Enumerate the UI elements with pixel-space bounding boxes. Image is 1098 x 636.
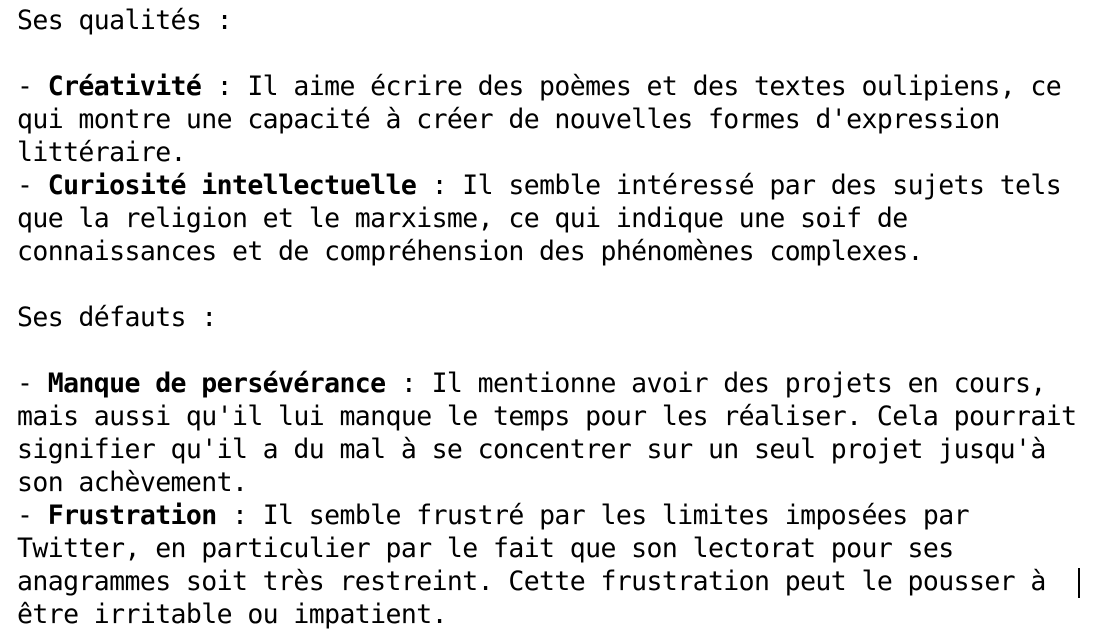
list-item-perseverance — [17, 367, 1095, 400]
item-text: : Il mentionne avoir des projets en cours, — [385, 368, 1046, 399]
item-text-line: son achèvement. — [17, 467, 248, 498]
item-term: Curiosité intellectuelle — [47, 170, 417, 201]
blank-line — [17, 268, 1095, 301]
blank-line — [17, 37, 1095, 70]
item-text-line: anagrammes soit très restreint. Cette frustration peut le pousser à — [17, 566, 1046, 597]
blank-line — [17, 334, 1095, 367]
item-term: Manque de persévérance — [47, 368, 386, 399]
item-text-line: être irritable ou impatient. — [17, 599, 447, 630]
bullet-dash: - — [17, 71, 48, 102]
list-item-frustration — [17, 499, 1095, 532]
item-text: : Il semble intéressé par des sujets tels — [416, 170, 1062, 201]
document-body — [17, 4, 1095, 631]
bullet-dash: - — [17, 368, 48, 399]
item-text-line: littéraire. — [17, 137, 186, 168]
bullet-dash: - — [17, 500, 48, 531]
bullet-dash: - — [17, 170, 48, 201]
item-text-line: connaissances et de compréhension des phénomènes complexes. — [17, 236, 923, 267]
item-text-line: Twitter, en particulier par le fait que son lectorat pour ses — [17, 533, 954, 564]
item-text: : Il semble frustré par les limites imposées par — [216, 500, 969, 531]
text-cursor — [1078, 568, 1080, 598]
item-text: : Il aime écrire des poèmes et des textes oulipiens, ce — [201, 71, 1062, 102]
list-item-curiosity — [17, 169, 1095, 202]
item-text-line: mais aussi qu'il lui manque le temps pour les réaliser. Cela pourrait — [17, 401, 1077, 432]
item-text-line: que la religion et le marxisme, ce qui indique une soif de — [17, 203, 908, 234]
section-heading-flaws: Ses défauts : — [17, 302, 217, 333]
section-heading-qualities: Ses qualités : — [17, 5, 232, 36]
item-term: Frustration — [47, 500, 217, 531]
item-text-line: qui montre une capacité à créer de nouvelles formes d'expression — [17, 104, 1000, 135]
list-item-creativity — [17, 70, 1095, 103]
item-text-line: signifier qu'il a du mal à se concentrer sur un seul projet jusqu'à — [17, 434, 1046, 465]
item-term: Créativité — [47, 71, 202, 102]
